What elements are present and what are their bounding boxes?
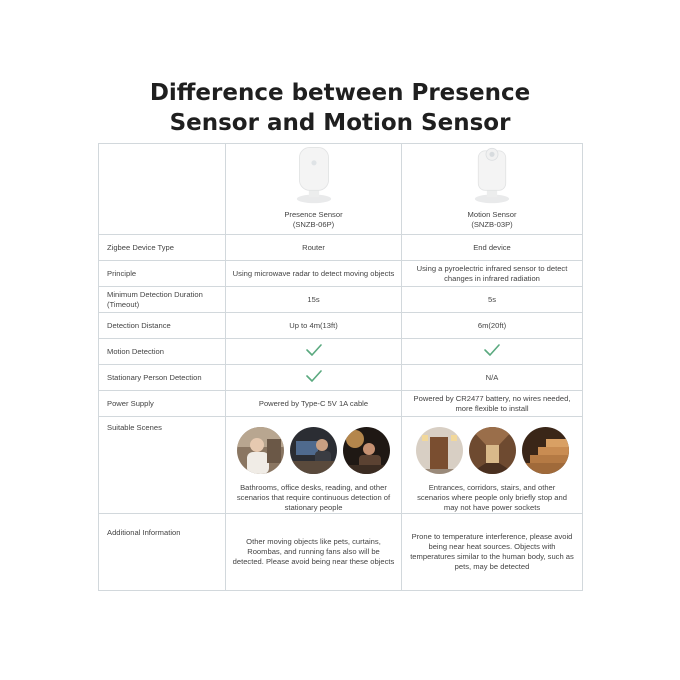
table-row: [99, 235, 583, 261]
presence-value: Router: [226, 235, 402, 261]
page-title: [0, 78, 680, 138]
presence-value: Up to 4m(13ft): [226, 313, 402, 339]
entrance-scene-image: [416, 427, 463, 474]
table-row: [99, 391, 583, 417]
office-desk-scene-image: [290, 427, 337, 474]
title-line-2: Sensor and Motion Sensor: [169, 110, 511, 136]
motion-sensor-model: (SNZB-03P): [471, 220, 513, 229]
row-label: Power Supply: [99, 391, 226, 417]
presence-sensor-header: [226, 144, 402, 235]
presence-value: 15s: [226, 287, 402, 313]
row-label: Stationary Person Detection: [99, 365, 226, 391]
table-row: [99, 261, 583, 287]
motion-sensor-name: Motion Sensor: [467, 210, 517, 219]
bathroom-scene-image: [237, 427, 284, 474]
row-label: Motion Detection: [99, 339, 226, 365]
row-label: Zigbee Device Type: [99, 235, 226, 261]
row-label: Detection Distance: [99, 313, 226, 339]
presence-value: Other moving objects like pets, curtains, Roombas, and running fans also will be detected. Please avoid being near these objects: [226, 514, 402, 591]
row-label: Additional Information: [99, 514, 226, 591]
table-row: [99, 313, 583, 339]
table-row: [99, 365, 583, 391]
corridor-scene-image: [469, 427, 516, 474]
presence-sensor-name: Presence Sensor: [284, 210, 343, 219]
motion-value: Using a pyroelectric infrared sensor to detect changes in infrared radiation: [402, 261, 583, 287]
title-line-1: Difference between Presence: [149, 80, 531, 106]
presence-value: Using microwave radar to detect moving objects: [226, 261, 402, 287]
reading-scene-image: [343, 427, 390, 474]
check-icon: [483, 343, 501, 357]
row-label: Minimum Detection Duration (Timeout): [99, 287, 226, 313]
motion-scenes: [402, 417, 583, 514]
row-label: Suitable Scenes: [99, 417, 226, 514]
stairs-scene-image: [522, 427, 569, 474]
table-row: [99, 287, 583, 313]
motion-value: 6m(20ft): [402, 313, 583, 339]
motion-value: Prone to temperature interference, please avoid being near heat sources. Objects with temperatures similar to the human body, such as pets, may be detected: [402, 514, 583, 591]
empty-header-cell: [99, 144, 226, 235]
motion-scenes-text: Entrances, corridors, stairs, and other scenarios where people only briefly stop and may not have power sockets: [417, 483, 567, 512]
presence-sensor-device-icon: [291, 144, 337, 204]
motion-value: [402, 339, 583, 365]
motion-sensor-device-icon: [469, 144, 515, 204]
check-icon: [305, 369, 323, 383]
presence-sensor-model: (SNZB-06P): [292, 220, 335, 229]
motion-value: Powered by CR2477 battery, no wires needed, more flexible to install: [402, 391, 583, 417]
comparison-table: [98, 143, 583, 591]
table-row: [99, 514, 583, 591]
table-row: [99, 417, 583, 514]
motion-value: N/A: [402, 365, 583, 391]
presence-scenes-text: Bathrooms, office desks, reading, and other scenarios that require continuous detection of stationary people: [236, 483, 391, 512]
presence-scenes: [226, 417, 402, 514]
table-row: [99, 339, 583, 365]
motion-value: End device: [402, 235, 583, 261]
presence-value: [226, 339, 402, 365]
presence-value: [226, 365, 402, 391]
check-icon: [305, 343, 323, 357]
product-row: [99, 144, 583, 235]
motion-value: 5s: [402, 287, 583, 313]
row-label: Principle: [99, 261, 226, 287]
presence-value: Powered by Type-C 5V 1A cable: [226, 391, 402, 417]
motion-sensor-header: [402, 144, 583, 235]
